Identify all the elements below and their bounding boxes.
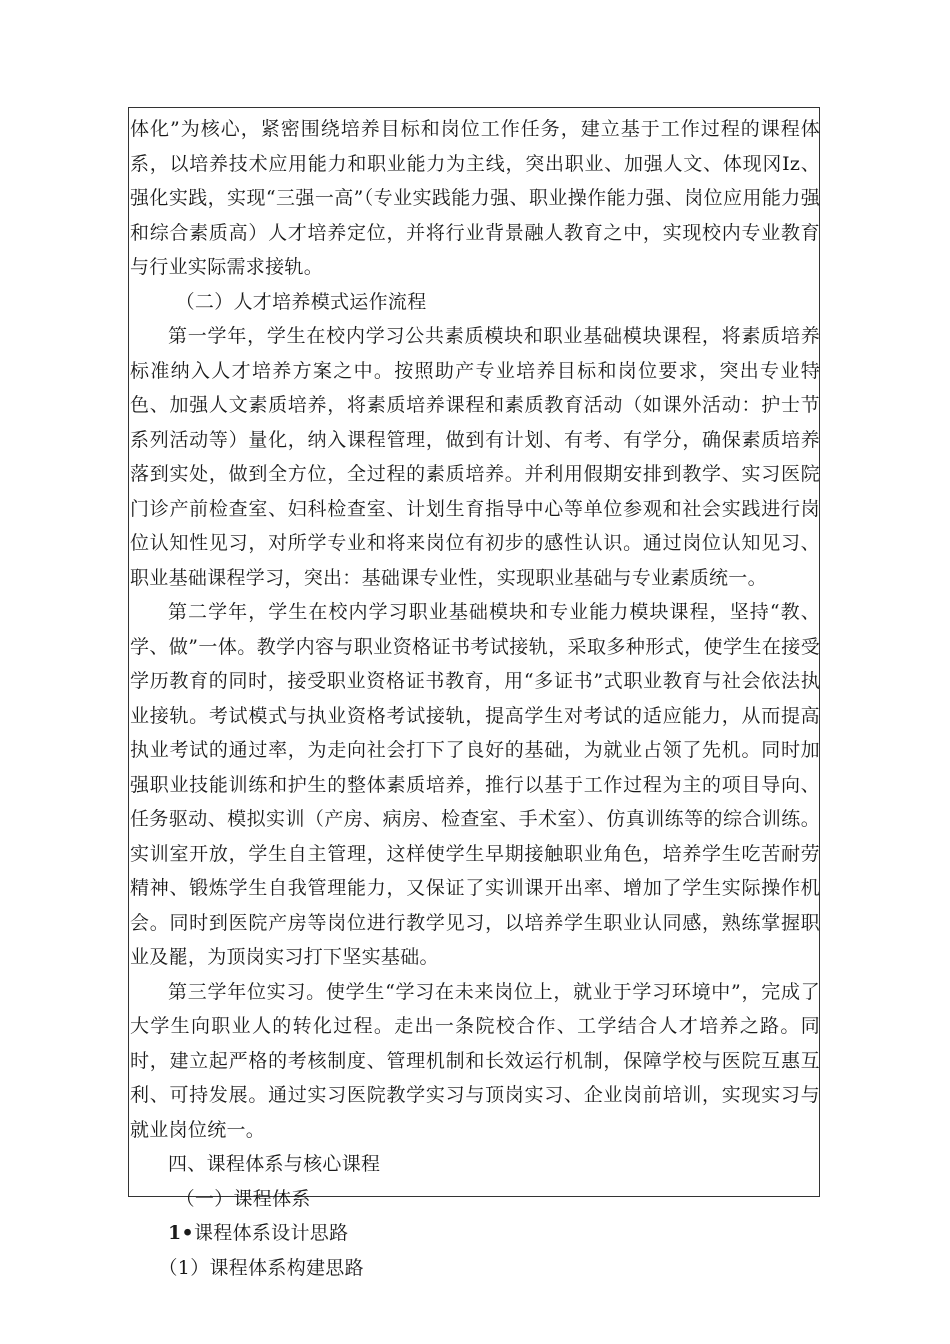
paragraph-second-year: 第二学年，学生在校内学习职业基础模块和专业能力模块课程，坚持“教、学、做”一体。教学内容与职业资格证书考试接轨，采取多种形式，使学生在接受学历教育的同时，接受职业资格证书教育，用“多证书”式职业教育与社会依法执业接轨。考试模式与执业资格考试接轨，提高学生对考试的适应能力，从而提高执业考试的通过率，为走向社会打下了良好的基础，为就业占领了先机。同时加强职业技能训练和护生的整体素质培养，推行以基于工作过程为主的项目导向、任务驱动、模拟实训（产房、病房、检查室、手术室）、仿真训练等的综合训练。实训室开放，学生自主管理，这样使学生早期接触职业角色，培养学生吃苦耐劳精神、锻炼学生自我管理能力，又保证了实训课开出率、增加了学生实际操作机会。同时到医院产房等岗位进行教学见习，以培养学生职业认同感，熟练掌握职业及罷，为顶岗实习打下坚实基础。	[130, 601, 820, 968]
section-heading-operation-flow: （二）人才培养模式运作流程	[175, 290, 427, 313]
item-heading-design-idea	[130, 1216, 820, 1251]
section-heading-curriculum-system: 四、课程体系与核心课程	[168, 1153, 381, 1175]
paragraph-curriculum-core: 体化”为核心，紧密围绕培养目标和岗位工作任务，建立基于工作过程的课程体系，以培养技术应用能力和职业能力为主线，突出职业、加强人文、体现冈Iz、强化实践，实现“三强一高”（专业实践能力强、职业操作能力强、岗位应用能力强和综合素质高）人才培养定位，并将行业背景融人教育之中，实现校内专业教育与行业实际需求接轨。	[130, 118, 820, 278]
paragraph-first-year: 第一学年，学生在校内学习公共素质模块和职业基础模块课程，将素质培养标准纳入人才培养方案之中。按照助产专业培养目标和岗位要求，突出专业特色、加强人文素质培养，将素质培养课程和素质教育活动（如课外活动：护士节系列活动等）量化，纳入课程管理，做到有计划、有考、有学分，确保素质培养落到实处，做到全方位，全过程的素质培养。并利用假期安排到教学、实习医院门诊产前检查室、妇科检查室、计划生育指导中心等单位参观和社会实践进行岗位认知性见习，对所学专业和将来岗位有初步的感性认识。通过岗位认知见习、职业基础课程学习，突出：基础课专业性，实现职业基础与专业素质统一。	[130, 325, 820, 589]
sub-item-heading-construction: （1）课程体系构建思路	[158, 1256, 364, 1279]
subsection-heading-curriculum: （一）课程体系	[175, 1187, 311, 1210]
item-label: 课程体系设计思路	[193, 1222, 349, 1244]
document-body	[130, 112, 820, 1285]
item-number: 1•	[168, 1222, 194, 1244]
paragraph-third-year: 第三学年位实习。使学生“学习在未来岗位上，就业于学习环境中”，完成了大学生向职业人的转化过程。走出一条院校合作、工学结合人才培养之路。同时，建立起严格的考核制度、管理机制和长效运行机制，保障学校与医院互惠互利、可持发展。通过实习医院教学实习与顶岗实习、企业岗前培训，实现实习与就业岗位统一。	[130, 980, 820, 1141]
